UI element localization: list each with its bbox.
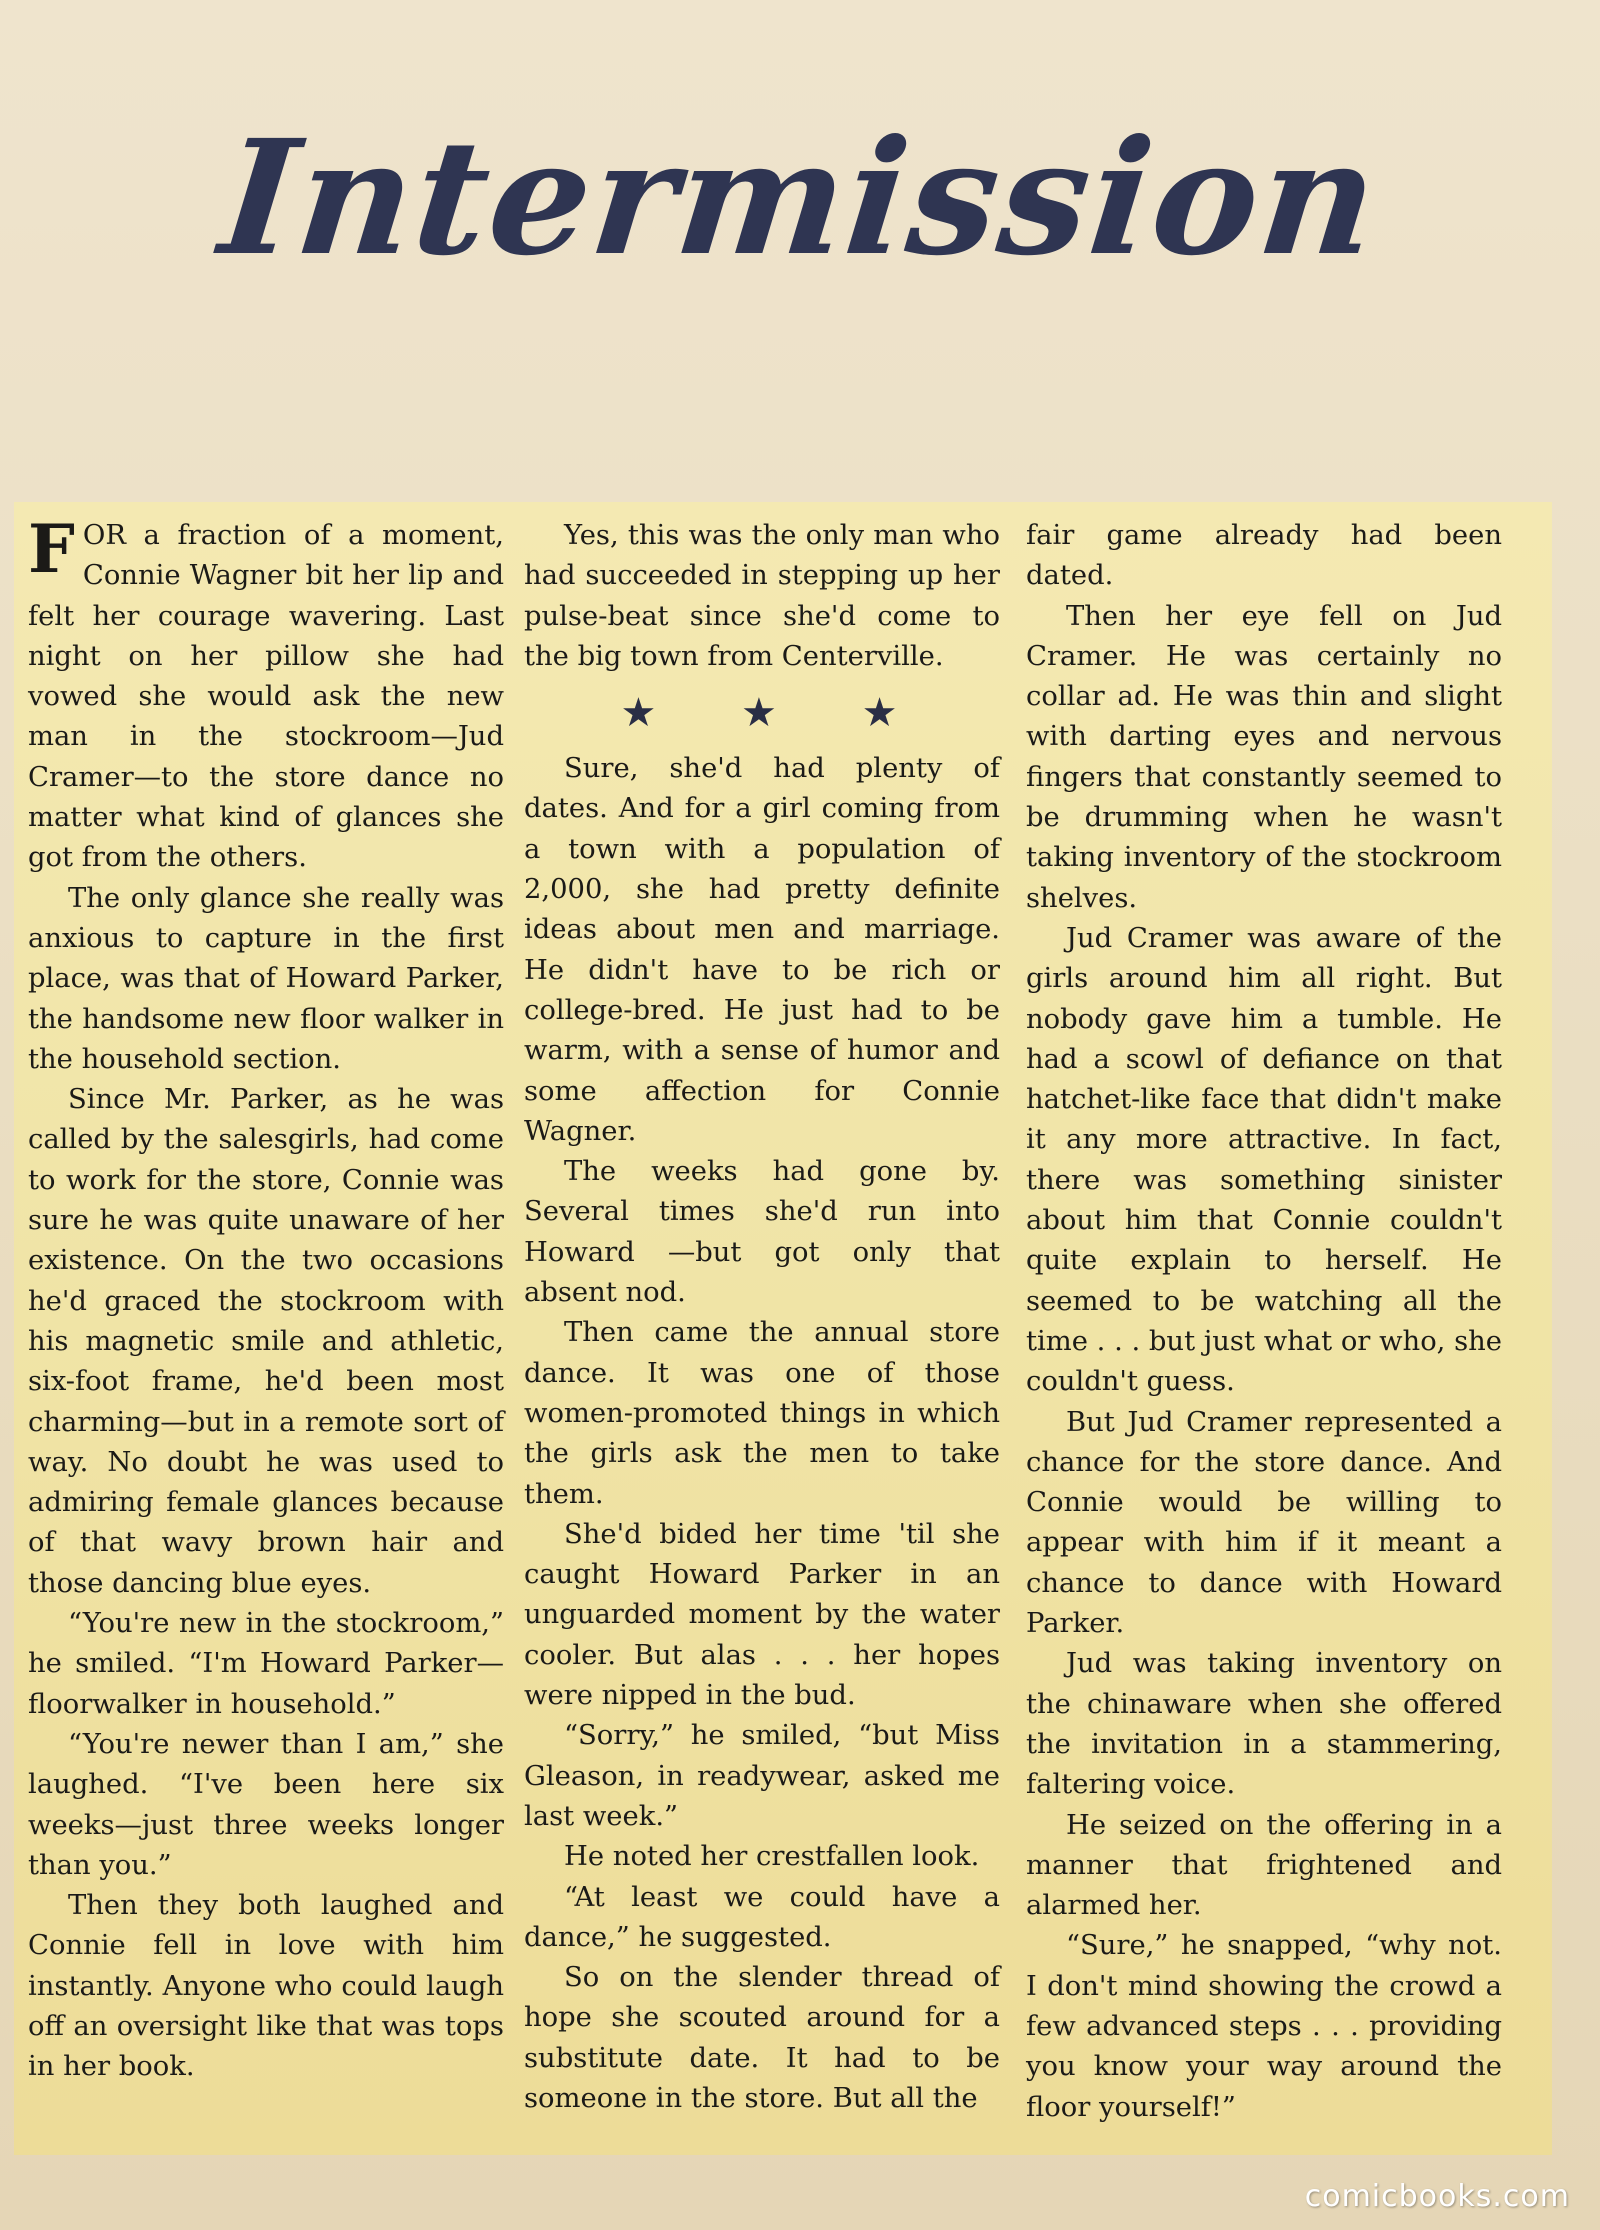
paragraph: “At least we could have a dance,” he suggested. (524, 1881, 1000, 1953)
paragraph: He seized on the offering in a manner that frightened and alarmed her. (1026, 1809, 1502, 1922)
paragraph: fair game already had been dated. (1026, 520, 1502, 592)
paragraph-text: OR a fraction of a moment, Connie Wagner bit her lip and felt her courage wavering. Last night on her pillow she had vowed she would ask the new man in the stockroom—Jud Cramer—to the store dance no matter what kind of glances she got from the others. (28, 520, 504, 874)
paragraph: Since Mr. Parker, as he was called by the salesgirls, had come to work for the store, Connie was sure he was quite unaware of her existence. On the two occasions he'd graced the stockroom with his magnetic smile and athletic, six-foot frame, he'd been most charming—but in a remote sort of way. No doubt he was used to admiring female glances because of that wavy brown hair and those dancing blue eyes. (28, 1084, 504, 1599)
site-watermark: comicbooks.com (1304, 2179, 1570, 2214)
paragraph: Sure, she'd had plenty of dates. And for a girl coming from a town with a population of 2,000, she had pretty definite ideas about men and marriage. He didn't have to be rich or college-bred. He just had to be warm, with a sense of humor and some affection for Connie Wagner. (524, 753, 1000, 1147)
section-break-stars: ★ ★ ★ (620, 690, 934, 737)
story-text-panel (14, 502, 1552, 2155)
drop-cap: F (28, 510, 75, 588)
text-column-1 (28, 510, 504, 2088)
paragraph: Then came the annual store dance. It was one of those women-promoted things in which the girls ask the men to take them. (524, 1317, 1000, 1510)
paragraph: But Jud Cramer represented a chance for the store dance. And Connie would be willing to appear with him if it meant a chance to dance with Howard Parker. (1026, 1406, 1502, 1640)
paragraph: The only glance she really was anxious to capture in the first place, was that of Howard Parker, the handsome new floor walker in the household section. (28, 882, 504, 1075)
paragraph: “Sure,” he snapped, “why not. I don't mind showing the crowd a few advanced steps . . . providing you know your way around the floor yourself!” (1026, 1930, 1502, 2123)
text-column-2 (524, 516, 1000, 2119)
paragraph: Jud was taking inventory on the chinaware when she offered the invitation in a stammering, faltering voice. (1026, 1648, 1502, 1801)
text-column-3 (1026, 516, 1502, 2128)
paragraph: The weeks had gone by. Several times she'd run into Howard —but got only that absent nod. (524, 1156, 1000, 1309)
paragraph: Then her eye fell on Jud Cramer. He was certainly no collar ad. He was thin and slight with darting eyes and nervous fingers that constantly seemed to be drumming when he wasn't taking inventory of the stockroom shelves. (1026, 600, 1502, 914)
paragraph: “Sorry,” he smiled, “but Miss Gleason, in readywear, asked me last week.” (524, 1720, 1000, 1832)
paragraph (28, 510, 504, 879)
story-title: Intermission (212, 106, 1388, 291)
paragraph: So on the slender thread of hope she scouted around for a substitute date. It had to be someone in the store. But all the (524, 1962, 1000, 2114)
paragraph: Then they both laughed and Connie fell in love with him instantly. Anyone who could laugh off an oversight like that was tops in her book. (28, 1890, 504, 2083)
paragraph: Yes, this was the only man who had succeeded in stepping up her pulse-beat since she'd come to the big town from Centerville. (524, 520, 1000, 672)
paragraph: “You're newer than I am,” she laughed. “I've been here six weeks—just three weeks longer than you.” (28, 1728, 504, 1881)
paragraph: “You're new in the stockroom,” he smiled. “I'm Howard Parker—floorwalker in household.” (28, 1608, 504, 1720)
paragraph: She'd bided her time 'til she caught Howard Parker in an unguarded moment by the water cooler. But alas . . . her hopes were nipped in the bud. (524, 1518, 1000, 1712)
paragraph: Jud Cramer was aware of the girls around him all right. But nobody gave him a tumble. He had a scowl of defiance on that hatchet-like face that didn't make it any more attractive. In fact, there was something sinister about him that Connie couldn't quite explain to herself. He seemed to be watching all the time . . . but just what or who, she couldn't guess. (1026, 922, 1503, 1398)
paragraph: He noted her crestfallen look. (564, 1841, 980, 1873)
